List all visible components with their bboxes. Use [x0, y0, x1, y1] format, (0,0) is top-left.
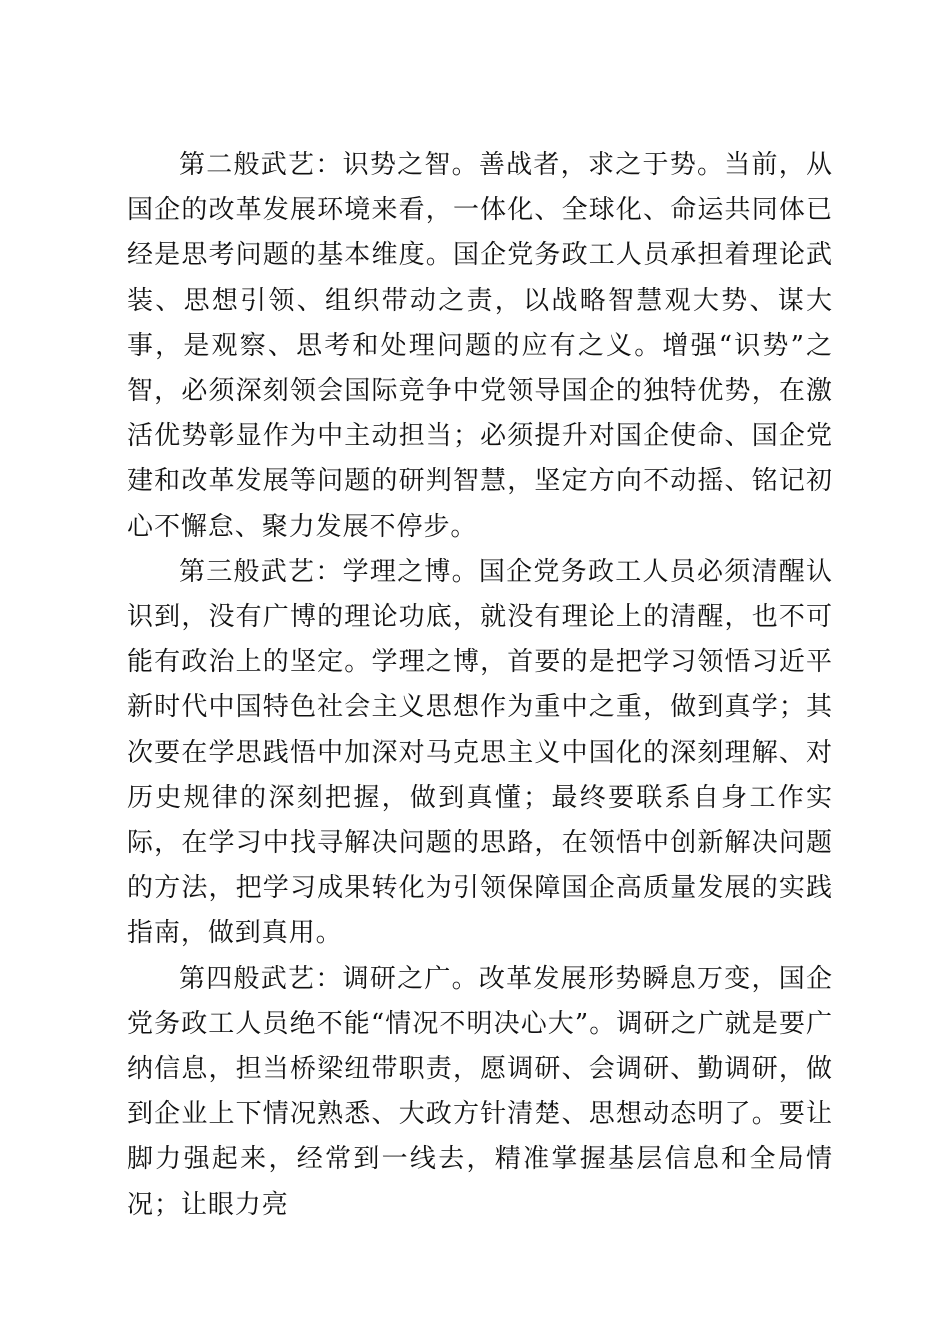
paragraph-diaoyan: 第四般武艺：调研之广。改革发展形势瞬息万变，国企党务政工人员绝不能“情况不明决心大”。调研之广就是要广纳信息，担当桥梁纽带职责，愿调研、会调研、勤调研，做到企业上下情况熟悉、大政方针清楚、思想动态明了。要让脚力强起来，经常到一线去，精准掌握基层信息和全局情况；让眼力亮: [127, 963, 833, 1220]
paragraph-shishi: 第二般武艺：识势之智。善战者，求之于势。当前，从国企的改革发展环境来看，一体化、全球化、命运共同体已经是思考问题的基本维度。国企党务政工人员承担着理论武装、思想引领、组织带动之责，以战略智慧观大势、谋大事，是观察、思考和处理问题的应有之义。增强“识势”之智，必须深刻领会国际竞争中党领导国企的独特优势，在激活优势彰显作为中主动担当；必须提升对国企使命、国企党建和改革发展等问题的研判智慧，坚定方向不动摇、铭记初心不懈怠、聚力发展不停步。: [127, 150, 833, 542]
document-body: [127, 143, 833, 1228]
paragraph-xueli: 第三般武艺：学理之博。国企党务政工人员必须清醒认识到，没有广博的理论功底，就没有理论上的清醒，也不可能有政治上的坚定。学理之博，首要的是把学习领悟习近平新时代中国特色社会主义思想作为重中之重，做到真学；其次要在学思践悟中加深对马克思主义中国化的深刻理解、对历史规律的深刻把握，做到真懂；最终要联系自身工作实际，在学习中找寻解决问题的思路，在领悟中创新解决问题的方法，把学习成果转化为引领保障国企高质量发展的实践指南，做到真用。: [127, 556, 833, 949]
